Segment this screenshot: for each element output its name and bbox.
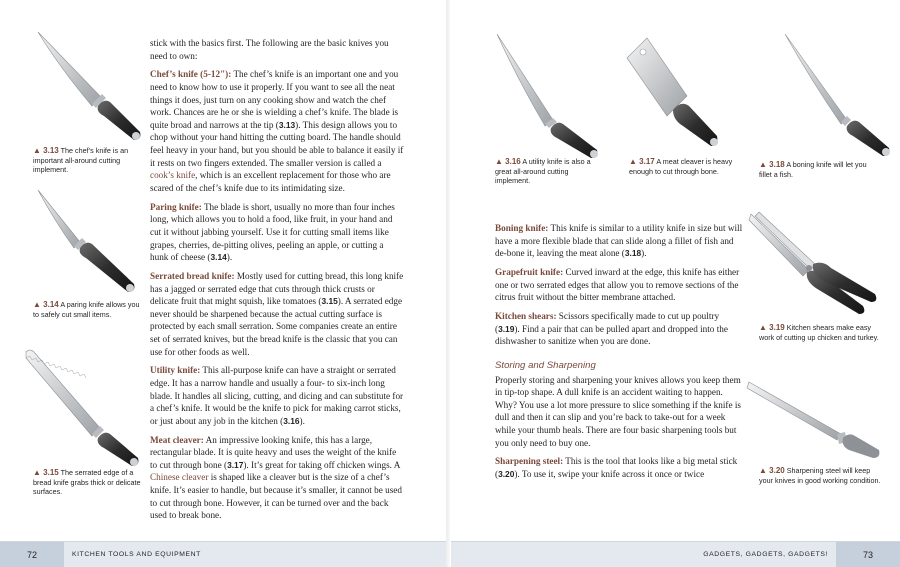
kitchen-shears-paragraph: [495, 310, 743, 348]
paragraph-text: The blade is short, usually no more than four inches long, which allows you to hold a food, like fruit, in your hand and cut it without jabbing yourself. Use it for cutting small items like grapes, cherries, de-pitting olives, peeling an apple, or cutting a hunk of cheese (: [150, 201, 395, 263]
paragraph-text: The chef’s knife is an important one and you need to know how to use it properly. If you want to see all the neat things it does, just turn on any cooking show and watch the chef work. Chances are he or she is wielding a chef’s knife. The blade is quite broad and narrows at the tip (: [150, 69, 399, 130]
caption-3-15: [33, 468, 145, 497]
running-head: GADGETS, GADGETS, GADGETS!: [703, 551, 828, 558]
sharpening-steel-paragraph: [495, 455, 743, 480]
paragraph-text: , which is an excellent replacement for those who are scared of the chef’s knife due to its intimidating size.: [150, 170, 391, 193]
figure-ref: 3.13: [278, 119, 296, 130]
paragraph-text: This is the tool that looks like a big metal stick (: [495, 456, 738, 479]
chefs-knife-image: [30, 28, 150, 148]
figure-number: ▲ 3.20: [759, 466, 785, 475]
meat-cleaver-paragraph: [150, 434, 404, 522]
paragraph-text: An impressive looking knife, this has a large, rectangular blade. It is quite heavy and uses the weight of the knife to cut through bone (: [150, 434, 397, 470]
figure-ref: 3.20: [498, 468, 515, 479]
term-chinese-cleaver: Chinese cleaver: [150, 472, 209, 483]
paragraph-text: ).: [226, 252, 233, 263]
sharpening-steel-image: [745, 378, 885, 464]
paragraph-text: ). It’s great for taking off chicken wings. A: [243, 459, 400, 470]
term-utility-knife: Utility knife:: [150, 365, 201, 376]
caption-text: The serrated edge of a bread knife grabs thick or delicate surfaces.: [33, 468, 141, 497]
paragraph-text: is shaped like a cleaver but is the size of a chef’s knife. It’s easier to handle, but because it’s smaller, it cannot be used to cut through bone. However, it can be turned over and the back used to break bone.: [150, 472, 402, 521]
figure-number: ▲ 3.17: [629, 157, 655, 166]
figure-ref: 3.19: [498, 323, 515, 334]
paragraph-text: ). To use it, swipe your knife across it once or twice: [514, 468, 705, 479]
utility-knife-image: [491, 30, 609, 162]
page-number: 73: [836, 542, 900, 567]
term-boning-knife: Boning knife:: [495, 223, 549, 233]
section-heading: Storing and Sharpening: [495, 359, 596, 371]
caption-text: Sharpening steel will keep your knives in good working condition.: [759, 466, 881, 485]
paragraph-text: ).: [299, 415, 305, 426]
boning-knife-image: [781, 30, 899, 160]
chefs-knife-paragraph: [150, 68, 404, 194]
figure-number: ▲ 3.15: [33, 468, 59, 477]
caption-3-18: [759, 160, 881, 179]
term-serrated-bread-knife: Serrated bread knife:: [150, 270, 235, 281]
caption-text: A boning knife will let you fillet a fish.: [759, 160, 867, 179]
paragraph-text: This knife is similar to a utility knife in size but will have a more flexible blade that can slide along a fillet of fish and de-bone it, leaving the meat alone (: [495, 223, 743, 259]
paragraph-text: ). This design allows you to chop without your hand hitting the cutting board. The handle should feel heavy in your hand, but you should be able to balance it easily if it rests on two fingers extended. The smaller version is called a: [150, 119, 404, 168]
figure-number: ▲ 3.19: [759, 323, 785, 332]
caption-text: A utility knife is also a great all-around cutting implement.: [495, 157, 591, 186]
term-chefs-knife: Chef’s knife (5-12"):: [150, 69, 232, 80]
gutter-shadow: [446, 0, 450, 567]
left-body-text: [150, 37, 404, 528]
figure-ref: 3.18: [624, 248, 642, 259]
figure-number: ▲ 3.14: [33, 300, 59, 309]
caption-3-20: [759, 466, 885, 485]
figure-number: ▲ 3.16: [495, 157, 521, 166]
figure-number: ▲ 3.13: [33, 146, 59, 155]
meat-cleaver-image: [623, 36, 727, 158]
caption-3-19: [759, 323, 885, 342]
right-footer: [451, 541, 900, 567]
paragraph-text: Mostly used for cutting bread, this long knife has a jagged or serrated edge that cuts through thick crusts or delicate fruit that might squish, like tomatoes (: [150, 270, 404, 307]
paragraph-text: ). Find a pair that can be pulled apart and dropped into the dishwasher to sanitize when you are done.: [495, 323, 728, 347]
paragraph-text: Scissors specifically made to cut up poultry (: [495, 311, 720, 334]
paragraph-text: Curved inward at the edge, this knife has either one or two serrated edges that allow you to remove sections of the citrus fruit without the bitter membrane attached.: [495, 267, 740, 303]
right-body-text-upper: [495, 222, 743, 487]
left-footer: [0, 541, 449, 567]
term-paring-knife: Paring knife:: [150, 201, 202, 212]
term-grapefruit-knife: Grapefruit knife:: [495, 267, 564, 278]
right-page: [451, 0, 900, 567]
caption-3-16: [495, 157, 599, 186]
caption-text: Kitchen shears make easy work of cutting up chicken and turkey.: [759, 323, 879, 342]
figure-ref: 3.16: [283, 415, 300, 426]
serrated-knife-paragraph: [150, 270, 404, 358]
bread-knife-image: [22, 346, 148, 470]
figure-ref: 3.14: [210, 252, 227, 263]
figure-number: ▲ 3.18: [759, 160, 785, 169]
term-kitchen-shears: Kitchen shears:: [495, 311, 557, 322]
caption-text: The chef’s knife is an important all-around cutting implement.: [33, 146, 129, 175]
intro-paragraph: stick with the basics first. The following are the basic knives you need to own:: [150, 38, 389, 61]
kitchen-shears-image: [745, 210, 885, 320]
paring-knife-image: [28, 186, 148, 298]
caption-text: A meat cleaver is heavy enough to cut through bone.: [629, 157, 733, 176]
figure-ref: 3.15: [321, 296, 338, 307]
utility-knife-paragraph: [150, 364, 404, 427]
storing-paragraph: Properly storing and sharpening your knives allows you keep them in tip-top shape. A dull knife is an accident waiting to happen. Why? You use a lot more pressure to slice something if the knife is dull and then it can slip and you’re back to take-out for a week while your thumb heals. There are four basic sharpening tools but you only need to buy one.: [495, 374, 741, 448]
grapefruit-knife-paragraph: [495, 266, 743, 304]
caption-3-13: [33, 146, 145, 175]
term-sharpening-steel: Sharpening steel:: [495, 456, 564, 467]
paragraph-text: ). A serrated edge never should be sharpened because the actual cutting surface is protected by each small serration. Some companies create an entire set of serrated knives, but the bread knife is the classic that you can use for other foods as well.: [150, 296, 403, 357]
caption-3-17: [629, 157, 735, 176]
figure-ref: 3.17: [227, 459, 244, 470]
term-cooks-knife: cook’s knife: [150, 170, 196, 181]
paragraph-text: ).: [641, 248, 647, 259]
page-number: 72: [0, 542, 64, 567]
term-meat-cleaver: Meat cleaver:: [150, 434, 204, 445]
caption-text: A paring knife allows you to safely cut small items.: [33, 300, 140, 319]
caption-3-14: [33, 300, 145, 319]
boning-knife-paragraph: [495, 222, 743, 260]
running-head: KITCHEN TOOLS AND EQUIPMENT: [72, 551, 201, 558]
paring-knife-paragraph: [150, 201, 404, 264]
paragraph-text: This all-purpose knife can have a straight or serrated edge. It has a narrow handle and usually a four- to six-inch long blade. It handles all slicing, cutting, and dicing and can substitute for a chef’s knife. It would be the knife to pick for making carrot sticks, or just about any job in the kitchen (: [150, 365, 404, 426]
